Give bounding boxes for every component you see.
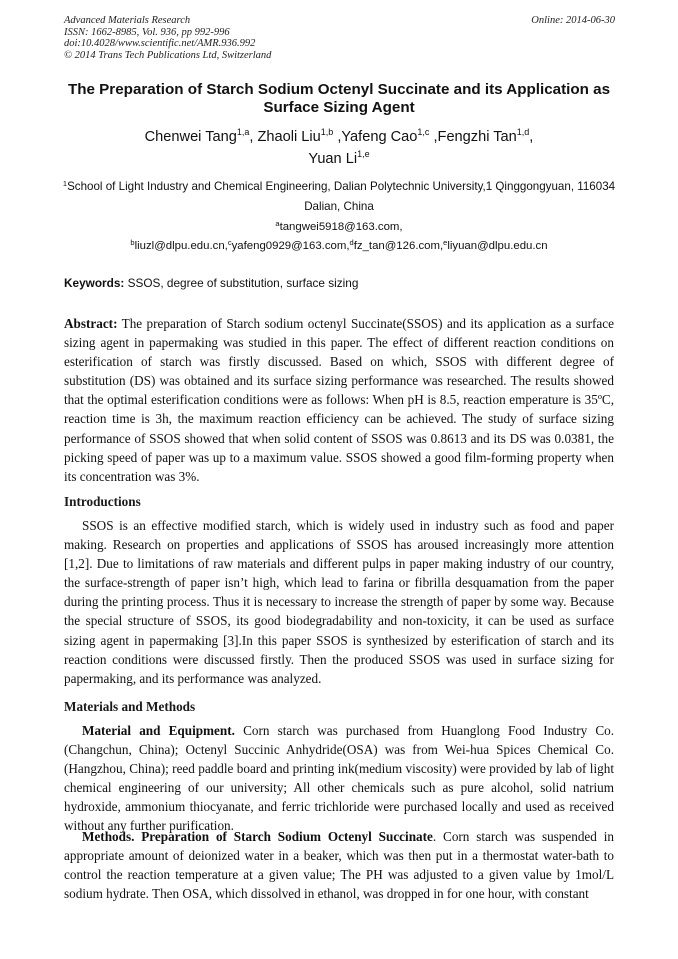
author-sup: 1,e (357, 149, 370, 159)
abstract-label: Abstract: (64, 316, 118, 331)
author-sup: 1,d (516, 127, 530, 137)
author-name: Chenwei Tang (144, 129, 237, 145)
affiliation-sup: 1 (62, 179, 68, 188)
online-date: Online: 2014-06-30 (531, 15, 615, 26)
abstract-text: The preparation of Starch sodium octenyl Succinate(SSOS) and its application as a surface sizing agent in papermaking was studied in this paper. The effect of different reaction conditions on esterification of starch was firstly discussed. Based on which, SSOS with different degree of substitution (DS) was obtained and its surface sizing performance was researched. The results showed that the optimal esterification conditions were as follows: When pH is 8.5, reaction emperature is 35ºC, reaction time is 3h, the maximum reaction efficiency can be achieved. The study of surface sizing performance of SSOS showed that when solid content of SSOS was 0.8613 and its DS was 0.0381, the picking speed of paper was up to a maximum value. SSOS showed a good film-forming property when its concentration was 3%. (64, 316, 614, 484)
email-list (55, 218, 623, 256)
author-sup: 1,b (320, 127, 334, 137)
email-sup: a (275, 219, 280, 228)
author-name: Fengzhi Tan (437, 129, 517, 145)
email-sup: b (130, 238, 135, 247)
material-equipment-paragraph (64, 721, 614, 836)
keywords-text: SSOS, degree of substitution, surface sizing (124, 276, 359, 290)
email-link[interactable]: tangwei5918@163.com, (279, 221, 403, 233)
section-heading-materials-methods: Materials and Methods (64, 699, 196, 714)
author-name: Yuan Li (308, 151, 358, 167)
affiliation (55, 177, 623, 217)
introductions-text: SSOS is an effective modified starch, which is widely used in industry such as food and paper making. Research on properties and applications of SSOS has aroused increasingly more attention [1,2]. Due to limitations of raw materials and different pulps in paper making industry of our country, the surface-strength of paper isn’t high, which lead to farina or fibrilla desquamation from the paper during the printing process. Thus it is necessary to increase the strength of paper by some way. Because the special structure of SSOS, its good biodegradability and non-toxicity, it can be used as surface sizing agent in papermaking [3].In this paper SSOS is synthesized by esterification of starch and its reaction conditions were discussed firstly. Then the produced SSOS was used in surface sizing for papermaking, and its performance was analyzed. (64, 518, 614, 686)
email-sup: d (349, 238, 354, 247)
author-list (55, 126, 623, 170)
author-sep: , (429, 129, 438, 145)
author-name: Zhaoli Liu (257, 129, 321, 145)
abstract (64, 314, 614, 486)
email-link[interactable]: fz_tan@126.com, (353, 240, 444, 252)
author-sep: , (249, 129, 258, 145)
email-link[interactable]: yafeng0929@163.com, (231, 240, 350, 252)
author-name: Yafeng Cao (341, 129, 418, 145)
methods-paragraph (64, 827, 614, 903)
author-sep: , (529, 129, 534, 145)
author-sep: , (333, 129, 342, 145)
author-sup: 1,c (417, 127, 430, 137)
paper-title: The Preparation of Starch Sodium Octenyl Succinate and its Application as Surface Sizing Agent (67, 81, 611, 116)
copyright-line: © 2014 Trans Tech Publications Ltd, Switzerland (64, 49, 272, 61)
journal-name: Advanced Materials Research (64, 15, 191, 26)
issn-line: ISSN: 1662-8985, Vol. 936, pp 992-996 (64, 26, 230, 38)
journal-header (64, 15, 271, 61)
author-sup: 1,a (236, 127, 250, 137)
methods-label: Methods. Preparation of Starch Sodium Octenyl Succinate (82, 829, 433, 844)
section-heading-introductions: Introductions (64, 494, 141, 509)
material-label: Material and Equipment. (82, 723, 235, 738)
email-link[interactable]: liyuan@dlpu.edu.cn (447, 240, 548, 252)
email-sup: c (227, 238, 232, 247)
methods-text: . Corn starch was suspended in appropriate amount of deionized water in a beaker, which was then put in a thermostat water-bath to control the reaction temperature at a given value; The PH was adjusted to a given value by 1mol/L sodium hydrate. Then OSA, which dissolved in ethanol, was dropped in for one hour, with constant (64, 829, 614, 902)
material-text: Corn starch was purchased from Huanglong Food Industry Co. (Changchun, China); Octenyl Succinic Anhydride(OSA) was from Wei-hua Spices Chemical Co. (Hangzhou, China); reed paddle board and printing ink(medium viscosity) were provided by lab of light chemical engineering of our university; All other chemicals such as pure alcohol, solid natrium hydroxide, ammonium thiocyanate, and ferric trichloride were purchased locally and used as received without any further purification. (64, 723, 615, 834)
email-sup: e (443, 238, 448, 247)
keywords-label: Keywords: (64, 276, 125, 290)
doi-line: doi:10.4028/www.scientific.net/AMR.936.992 (64, 38, 256, 49)
keywords (64, 276, 624, 291)
affiliation-text: School of Light Industry and Chemical Engineering, Dalian Polytechnic University,1 Qinggongyuan, 116034 Dalian, China (67, 180, 616, 213)
email-link[interactable]: liuzl@dlpu.edu.cn, (134, 240, 228, 252)
